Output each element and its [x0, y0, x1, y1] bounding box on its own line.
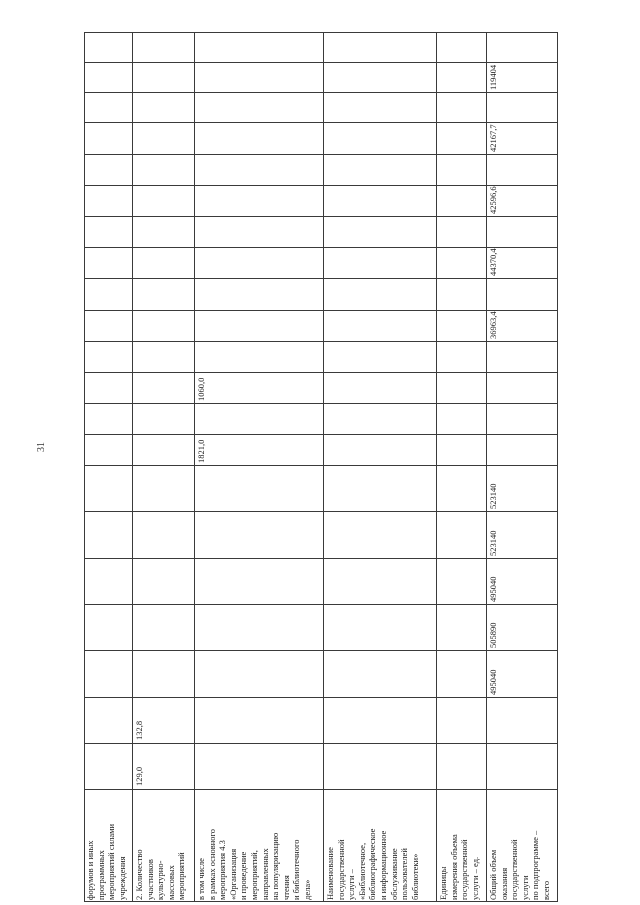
table-top — [84, 32, 558, 33]
page-number: 31 — [36, 442, 47, 452]
row-border — [486, 32, 487, 902]
cell-value: 495040 — [488, 576, 498, 602]
col-border — [84, 216, 558, 217]
col-border — [84, 604, 558, 605]
cell-value: 505890 — [488, 622, 498, 648]
cell-value: 1060,0 — [196, 377, 206, 401]
col-border — [84, 122, 558, 123]
col-border — [84, 558, 558, 559]
row-label-1: форумов и иных программных мероприятий силами учреждения — [85, 823, 127, 900]
col-border — [84, 310, 558, 311]
cell-value: 36963,4 — [488, 311, 498, 339]
col-border — [84, 372, 558, 373]
cell-value: 119404 — [488, 64, 498, 90]
row-label-6: Общий объем оказания государственной услуги по подпрограмме – всего — [488, 830, 551, 900]
row-label-2: 2. Количество участников культурно- массовых мероприятий — [134, 849, 187, 900]
col-border — [84, 465, 558, 466]
col-border — [84, 92, 558, 93]
col-border — [84, 743, 558, 744]
cell-value: 523140 — [488, 530, 498, 556]
row-border — [84, 32, 85, 902]
cell-value: 523140 — [488, 483, 498, 509]
row-label-3: в том числе в рамках основного мероприятия 4.3 «Организация и проведение мероприятий, направленных на популяризацию чтения и библиотечного дела» — [196, 828, 312, 900]
row-border — [436, 32, 437, 902]
row-label-4: Наименование государственной услуги – «Библиотечное, библиографическое и информационное обслуживание пользователей библиотеки» — [325, 828, 420, 900]
cell-value: 129,0 — [134, 766, 144, 786]
row-border — [132, 32, 133, 902]
col-border — [84, 341, 558, 342]
row-border — [323, 32, 324, 902]
col-border — [84, 434, 558, 435]
col-border — [84, 185, 558, 186]
col-border — [84, 154, 558, 155]
cell-value: 44370,4 — [488, 248, 498, 276]
col-border — [84, 650, 558, 651]
col-border — [84, 278, 558, 279]
row-label-5: Единицы измерения объема государственной услуги – ед. — [438, 834, 480, 900]
row-border — [194, 32, 195, 902]
col-border — [84, 247, 558, 248]
row-border — [557, 32, 558, 902]
cell-value: 495040 — [488, 669, 498, 695]
col-border — [84, 403, 558, 404]
cell-value: 132,8 — [134, 720, 144, 740]
cell-value: 42596,6 — [488, 186, 498, 214]
col-border — [84, 511, 558, 512]
cell-value: 1821,0 — [196, 439, 206, 463]
col-border — [84, 697, 558, 698]
col-border — [84, 789, 558, 790]
col-border — [84, 62, 558, 63]
table-bottom — [84, 901, 558, 902]
cell-value: 42167,7 — [488, 124, 498, 152]
